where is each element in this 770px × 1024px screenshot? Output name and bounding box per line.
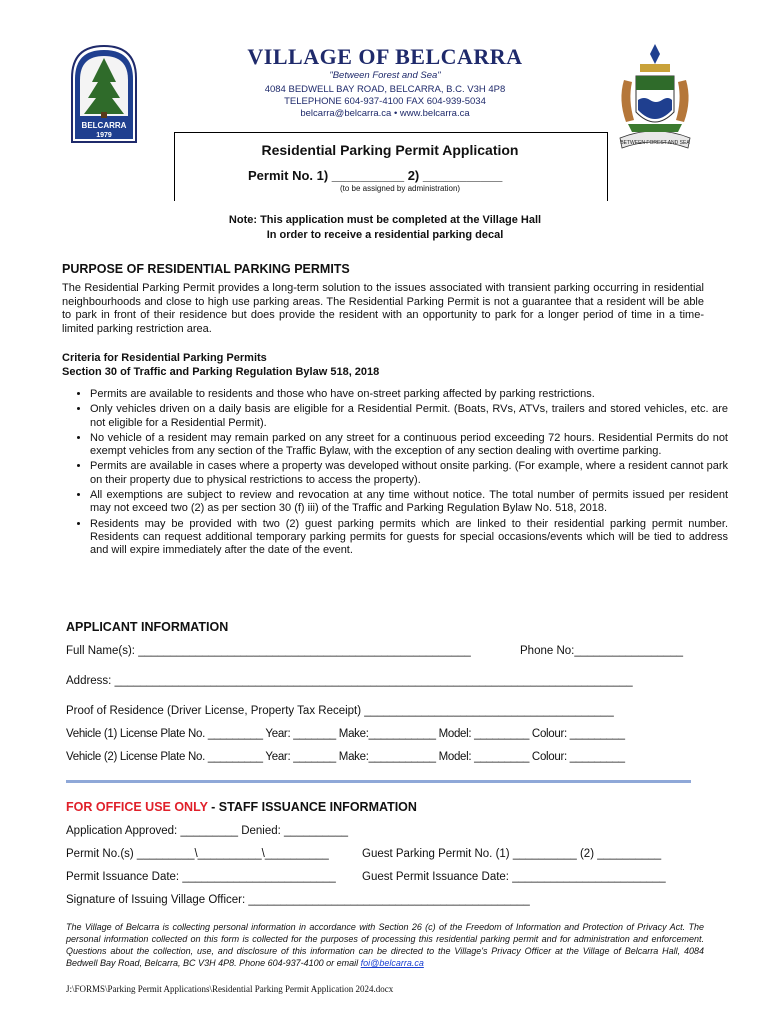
bylaw-heading: Section 30 of Traffic and Parking Regulation Bylaw 518, 2018 <box>62 366 380 378</box>
criteria-item: • No vehicle of a resident may remain parked on any street for a continuous period exceeding 72 hours. Residential Permits do not exempt vehicles from any section of the Traffic Bylaw, with the exception of any section dealing with overtime parking. <box>90 432 728 459</box>
proof-of-residence-field[interactable]: Proof of Residence (Driver License, Property Tax Receipt) _______________________________________ <box>66 705 614 717</box>
vehicle-2-field[interactable]: Vehicle (2) License Plate No. _________ Year: _______ Make:___________ Model: _________ Colour: _________ <box>66 751 625 763</box>
note-line-1: Note: This application must be completed at the Village Hall <box>228 214 542 226</box>
logo-year: 1979 <box>96 132 112 139</box>
signature-field[interactable]: Signature of Issuing Village Officer: ____________________________________________ <box>66 894 530 906</box>
criteria-item: • Permits are available in cases where a property was developed without onsite parking. (For example, where a resident cannot park on their property due to physical restrictions to access the property). <box>90 460 728 487</box>
phone-fax-line: TELEPHONE 604-937-4100 FAX 604-939-5034 <box>284 96 486 107</box>
guest-permit-field[interactable]: Guest Parking Permit No. (1) __________ (2) __________ <box>362 848 662 860</box>
note-line-2: In order to receive a residential parking decal <box>266 229 504 241</box>
address-line: 4084 BEDWELL BAY ROAD, BELCARRA, B.C. V3H 4P8 <box>264 84 506 95</box>
coat-of-arms <box>614 40 696 158</box>
criteria-item: • Only vehicles driven on a daily basis are eligible for a Residential Permit. (Boats, RVs, ATVs, trailers and stored vehicles, etc. are not eligible for a Residential Permit). <box>90 403 728 430</box>
criteria-heading: Criteria for Residential Parking Permits <box>62 352 267 364</box>
purpose-text: The Residential Parking Permit provides a long-term solution to the issues associated with transient parking occurring in residential neighbourhoods and close to high use parking areas. The Residential Parking Permit is not a guarantee that a resident will be able to park in front of their residence but does provide the resident with an opportunity to park for a longer period of time in a time-limited parking restriction area. <box>62 282 704 335</box>
permit-number-field[interactable]: Permit No. 1) __________ 2) ___________ <box>248 168 503 183</box>
criteria-list <box>66 388 728 560</box>
vehicle-1-field[interactable]: Vehicle (1) License Plate No. _________ Year: _______ Make:___________ Model: _________ Colour: _________ <box>66 728 625 740</box>
criteria-item: • All exemptions are subject to review and revocation at any time without notice. The total number of permits issued per resident may not exceed two (2) as per section 30 (f) iii) of the Traffic and Parking Regulation Bylaw No. 518, 2018. <box>90 489 728 516</box>
privacy-notice <box>66 921 704 969</box>
address-field[interactable]: Address: _________________________________________________________________________________ <box>66 675 633 687</box>
permit-issuance-date-field[interactable]: Permit Issuance Date: ________________________ <box>66 871 336 883</box>
office-use-label: FOR OFFICE USE ONLY <box>66 800 208 814</box>
privacy-text: The Village of Belcarra is collecting personal information in accordance with Section 26 (c) of the Freedom of Information and Protection of Privacy Act. The personal information collected on this form is collected for the purposes of processing this residential parking permit and for administration and enforcement. Questions about the collection, use, and disclosure of this information can be directed to the Village's Privacy Officer at the Village of Belcarra Hall, 4084 Bedwell Bay Road, Belcarra, BC V3H 4P8. Phone 604-937-4100 or email <box>66 922 704 968</box>
logo-name: BELCARRA <box>81 121 127 130</box>
privacy-email-link[interactable]: foi@belcarra.ca <box>360 958 424 968</box>
crest-motto: BETWEEN FOREST AND SEA <box>620 140 690 146</box>
org-name: VILLAGE OF BELCARRA <box>247 44 523 69</box>
tagline: "Between Forest and Sea" <box>329 70 441 81</box>
criteria-item: • Permits are available to residents and those who have on-street parking affected by parking restrictions. <box>90 388 728 401</box>
web-line: belcarra@belcarra.ca • www.belcarra.ca <box>300 108 470 119</box>
full-name-field[interactable]: Full Name(s): ____________________________________________________ <box>66 645 471 657</box>
permit-numbers-field[interactable]: Permit No.(s) _________\__________\__________ <box>66 848 329 860</box>
file-path-footer: J:\FORMS\Parking Permit Applications\Residential Parking Permit Application 2024.docx <box>66 984 394 994</box>
staff-issuance-label: - STAFF ISSUANCE INFORMATION <box>207 800 417 814</box>
permit-number-note: (to be assigned by administration) <box>340 184 461 193</box>
phone-field[interactable]: Phone No:_________________ <box>520 645 684 657</box>
office-heading <box>66 800 417 814</box>
criteria-item: • Residents may be provided with two (2) guest parking permits which are linked to their residential parking permit number. Residents can request additional temporary parking permits for guests for special occasions/events which will be tied to address and will expire immediately after the date of the event. <box>90 518 728 558</box>
purpose-heading: PURPOSE OF RESIDENTIAL PARKING PERMITS <box>62 262 350 276</box>
applicant-heading: APPLICANT INFORMATION <box>66 620 229 634</box>
form-title: Residential Parking Permit Application <box>261 142 519 158</box>
guest-issuance-date-field[interactable]: Guest Permit Issuance Date: ________________________ <box>362 871 666 883</box>
approval-field[interactable]: Application Approved: _________ Denied: __________ <box>66 825 348 837</box>
section-divider <box>66 780 691 783</box>
